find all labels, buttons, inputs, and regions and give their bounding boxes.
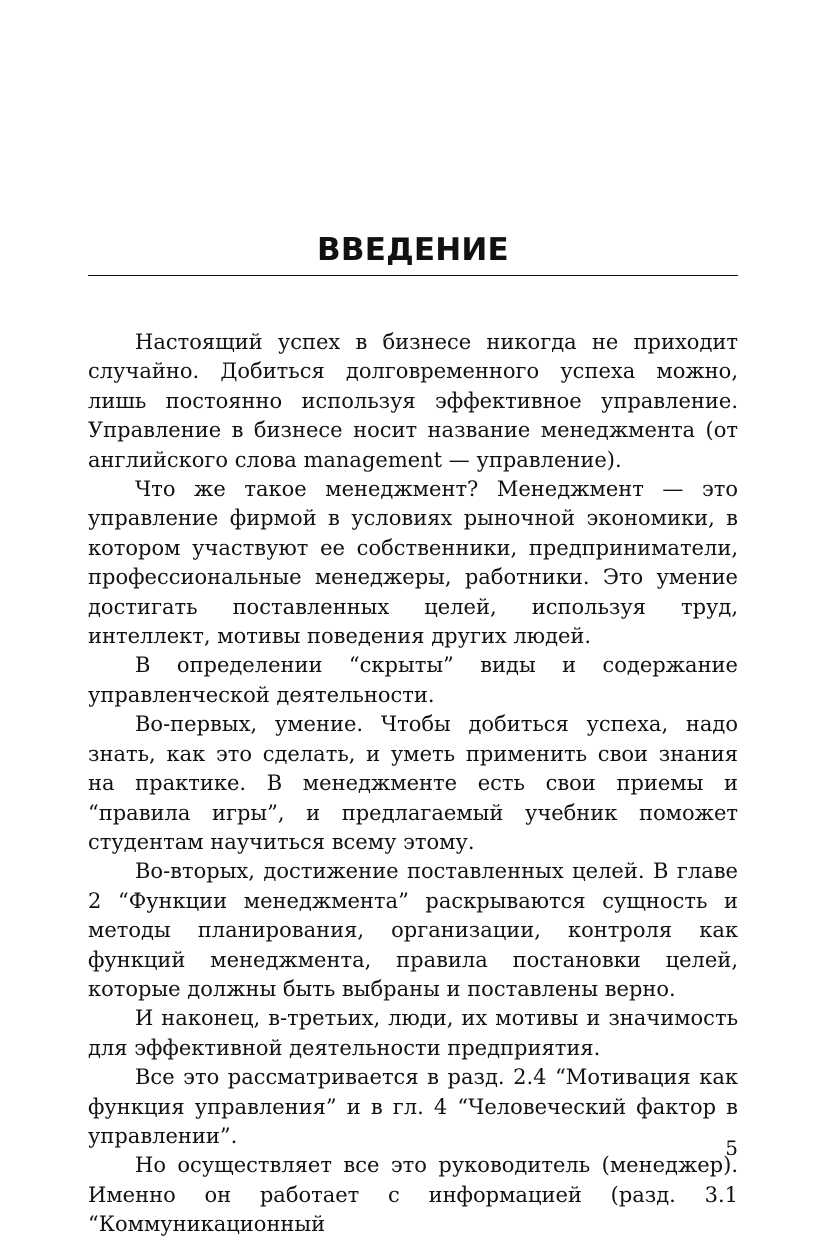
title-underline: [88, 275, 738, 276]
paragraph: И наконец, в-третьих, люди, их мотивы и значимость для эффективной деятельности предприятия.: [88, 1006, 738, 1060]
paragraph: Что же такое менеджмент? Менеджмент — это управление фирмой в условиях рыночной экономики, в котором участвуют ее собственники, предприниматели, профессиональные менеджеры, работники. Это умение достигать поставленных целей, используя труд, интеллект, мотивы поведения других людей.: [88, 477, 738, 649]
paragraph: Все это рассматривается в разд. 2.4 “Мотивация как функция управления” и в гл. 4 “Человеческий фактор в управлении”.: [88, 1065, 738, 1148]
chapter-title: ВВЕДЕНИЕ: [317, 232, 509, 268]
paragraph: Во-первых, умение. Чтобы добиться успеха, надо знать, как это сделать, и уметь применить свои знания на практике. В менеджменте есть свои приемы и “правила игры”, и предлагаемый учебник поможет студентам научиться всему этому.: [88, 712, 738, 854]
paragraph: Но осуществляет все это руководитель (менеджер). Именно он работает с информацией (разд. 3.1 “Коммуникационный: [88, 1153, 738, 1237]
paragraph: Настоящий успех в бизнесе никогда не приходит случайно. Добиться долговременного успеха можно, лишь постоянно используя эффективное управление. Управление в бизнесе носит название менеджмента (от английского слова management — управление).: [88, 330, 738, 472]
paragraph: В определении “скрыты” виды и содержание управленческой деятельности.: [88, 653, 738, 707]
body-text: [88, 328, 738, 1240]
page-number: 5: [725, 1136, 738, 1160]
paragraph: Во-вторых, достижение поставленных целей. В главе 2 “Функции менеджмента” раскрываются сущность и методы планирования, организации, контроля как функций менеджмента, правила постановки целей, которые должны быть выбраны и поставлены верно.: [88, 859, 738, 1001]
